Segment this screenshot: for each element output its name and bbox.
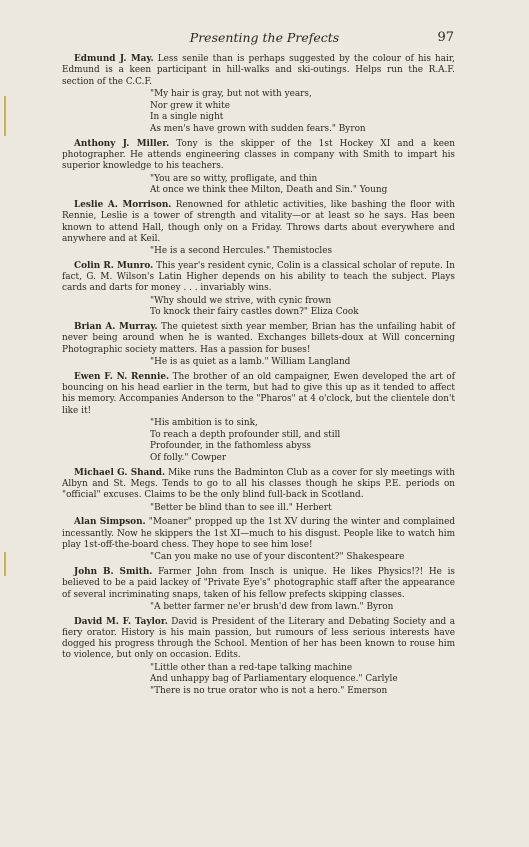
- entry-paragraph: [62, 54, 455, 88]
- prefect-name: John B. Smith.: [74, 566, 153, 577]
- prefect-name: Edmund J. May.: [74, 54, 154, 64]
- prefect-description: Farmer John from Insch is unique. He likes Physics!?! He is believed to be a paid lackey of "Private Eye's" photographic staff after the appearance of several incriminating snaps, taken of his fellow prefects skipping classes.: [62, 566, 455, 600]
- prefect-description: Mike runs the Badminton Club as a cover for sly meetings with Albyn and St. Megs. Tends to go to all his classes though he skips P.E. periods on "official" excuses. Claims to be the only blind full-back in Scotland.: [62, 467, 455, 501]
- entry-paragraph: [62, 322, 455, 356]
- entry-quotation: "A better farmer ne'er brush'd dew from lawn." Byron: [150, 601, 394, 612]
- page-header: [0, 30, 529, 48]
- margin-mark: [4, 552, 6, 576]
- prefect-entry: [62, 54, 455, 136]
- prefect-entry: [62, 372, 455, 465]
- prefect-entry: [62, 261, 455, 319]
- prefect-entry: [62, 139, 455, 197]
- running-title: Presenting the Prefects: [189, 30, 340, 45]
- entry-paragraph: [62, 200, 455, 245]
- prefect-description: "Moaner" propped up the 1st XV during the winter and complained incessantly. Now he skippers the 1st XI—much to his disgust. People like to watch him play 1st-off-the-board chess. They hope to see him lose!: [62, 517, 456, 550]
- entry-paragraph: [62, 617, 455, 662]
- entry-quotation: "He is as quiet as a lamb." William Langland: [150, 357, 351, 368]
- entry-paragraph: [62, 372, 455, 417]
- entry-paragraph: [62, 261, 455, 295]
- prefect-description: Renowned for athletic activities, like bashing the floor with Rennie, Leslie is a tower of strength and vitality—or at least so he says. Has been known to attend Hall, though only on a Friday. Throws darts about everywhere and anywhere and at Keil.: [62, 200, 456, 244]
- entry-quotation: "Better be blind than to see ill." Herbert: [150, 502, 332, 513]
- prefect-description: Less senile than is perhaps suggested by the colour of his hair, Edmund is a keen participant in hill-walks and ski-outings. Helps run the R.A.F. section of the C.C.F.: [62, 54, 455, 87]
- prefect-entry: [62, 200, 455, 258]
- prefect-description: This year's resident cynic, Colin is a classical scholar of repute. In fact, G. M. Wilson's Latin Higher depends on his ability to teach the subject. Plays cards and darts for money . . . invariably wins.: [62, 260, 455, 294]
- prefect-description: David is President of the Literary and Debating Society and a fiery orator. History is his main passion, but rumours of less serious interests have dogged his progress through the School. Mention of her has been known to rouse him to violence, but only on occasion. Edits.: [62, 616, 455, 661]
- prefect-description: The brother of an old campaigner, Ewen developed the art of bouncing on his head earlier in the term, but had to give this up as it tended to affect his memory. Accompanies Anderson to the "Pharos" at 4 o'clock, but the clientele don't like it!: [62, 371, 455, 416]
- entry-quotation: "My hair is gray, but not with years, Nor grew it white In a single night As men's have grown with sudden fears." Byron: [150, 88, 366, 134]
- prefect-entry: [62, 517, 455, 564]
- entry-quotation: "His ambition is to sink, To reach a depth profounder still, and still Profounder, in the fathomless abyss Of folly." Cowper: [150, 417, 341, 464]
- prefect-name: Colin R. Munro.: [74, 260, 154, 271]
- prefect-name: Ewen F. N. Rennie.: [74, 371, 170, 382]
- prefect-name: Leslie A. Morrison.: [74, 200, 172, 210]
- entry-quotation: "You are so witty, profligate, and thin At once we think thee Milton, Death and Sin." Young: [150, 173, 388, 196]
- prefect-name: Alan Simpson.: [74, 517, 146, 528]
- entry-quotation: "He is a second Hercules." Themistocles: [150, 246, 333, 257]
- entry-paragraph: [62, 139, 455, 173]
- prefect-name: David M. F. Taylor.: [74, 616, 168, 627]
- margin-mark: [4, 96, 6, 136]
- prefect-description: Tony is the skipper of the 1st Hockey XI and a keen photographer. He attends engineering classes in company with Smith to impart his superior knowledge to his teachers.: [62, 138, 456, 172]
- prefect-entries: [62, 54, 455, 701]
- entry-quotation: "Little other than a red-tape talking machine And unhappy bag of Parliamentary eloquence." Carlyle "There is no true orator who is not a hero." Emerson: [150, 662, 398, 697]
- entry-quotation: "Why should we strive, with cynic frown To knock their fairy castles down?" Eliza Cook: [150, 295, 359, 318]
- prefect-entry: [62, 567, 455, 614]
- prefect-entry: [62, 468, 455, 515]
- prefect-entry: [62, 617, 455, 698]
- prefect-name: Brian A. Murray.: [74, 322, 158, 333]
- prefect-description: The quietest sixth year member, Brian has the unfailing habit of never being around when he is wanted. Exchanges billets-doux at Will concerning Photographic society matters. Has a passion for buses!: [62, 322, 455, 355]
- entry-paragraph: [62, 567, 455, 601]
- entry-paragraph: [62, 468, 455, 502]
- prefect-name: Anthony J. Miller.: [74, 138, 170, 149]
- entry-paragraph: [62, 517, 455, 551]
- prefect-entry: [62, 322, 455, 369]
- prefect-name: Michael G. Shand.: [74, 467, 166, 478]
- entry-quotation: "Can you make no use of your discontent?" Shakespeare: [150, 552, 405, 563]
- page-number: 97: [437, 30, 454, 45]
